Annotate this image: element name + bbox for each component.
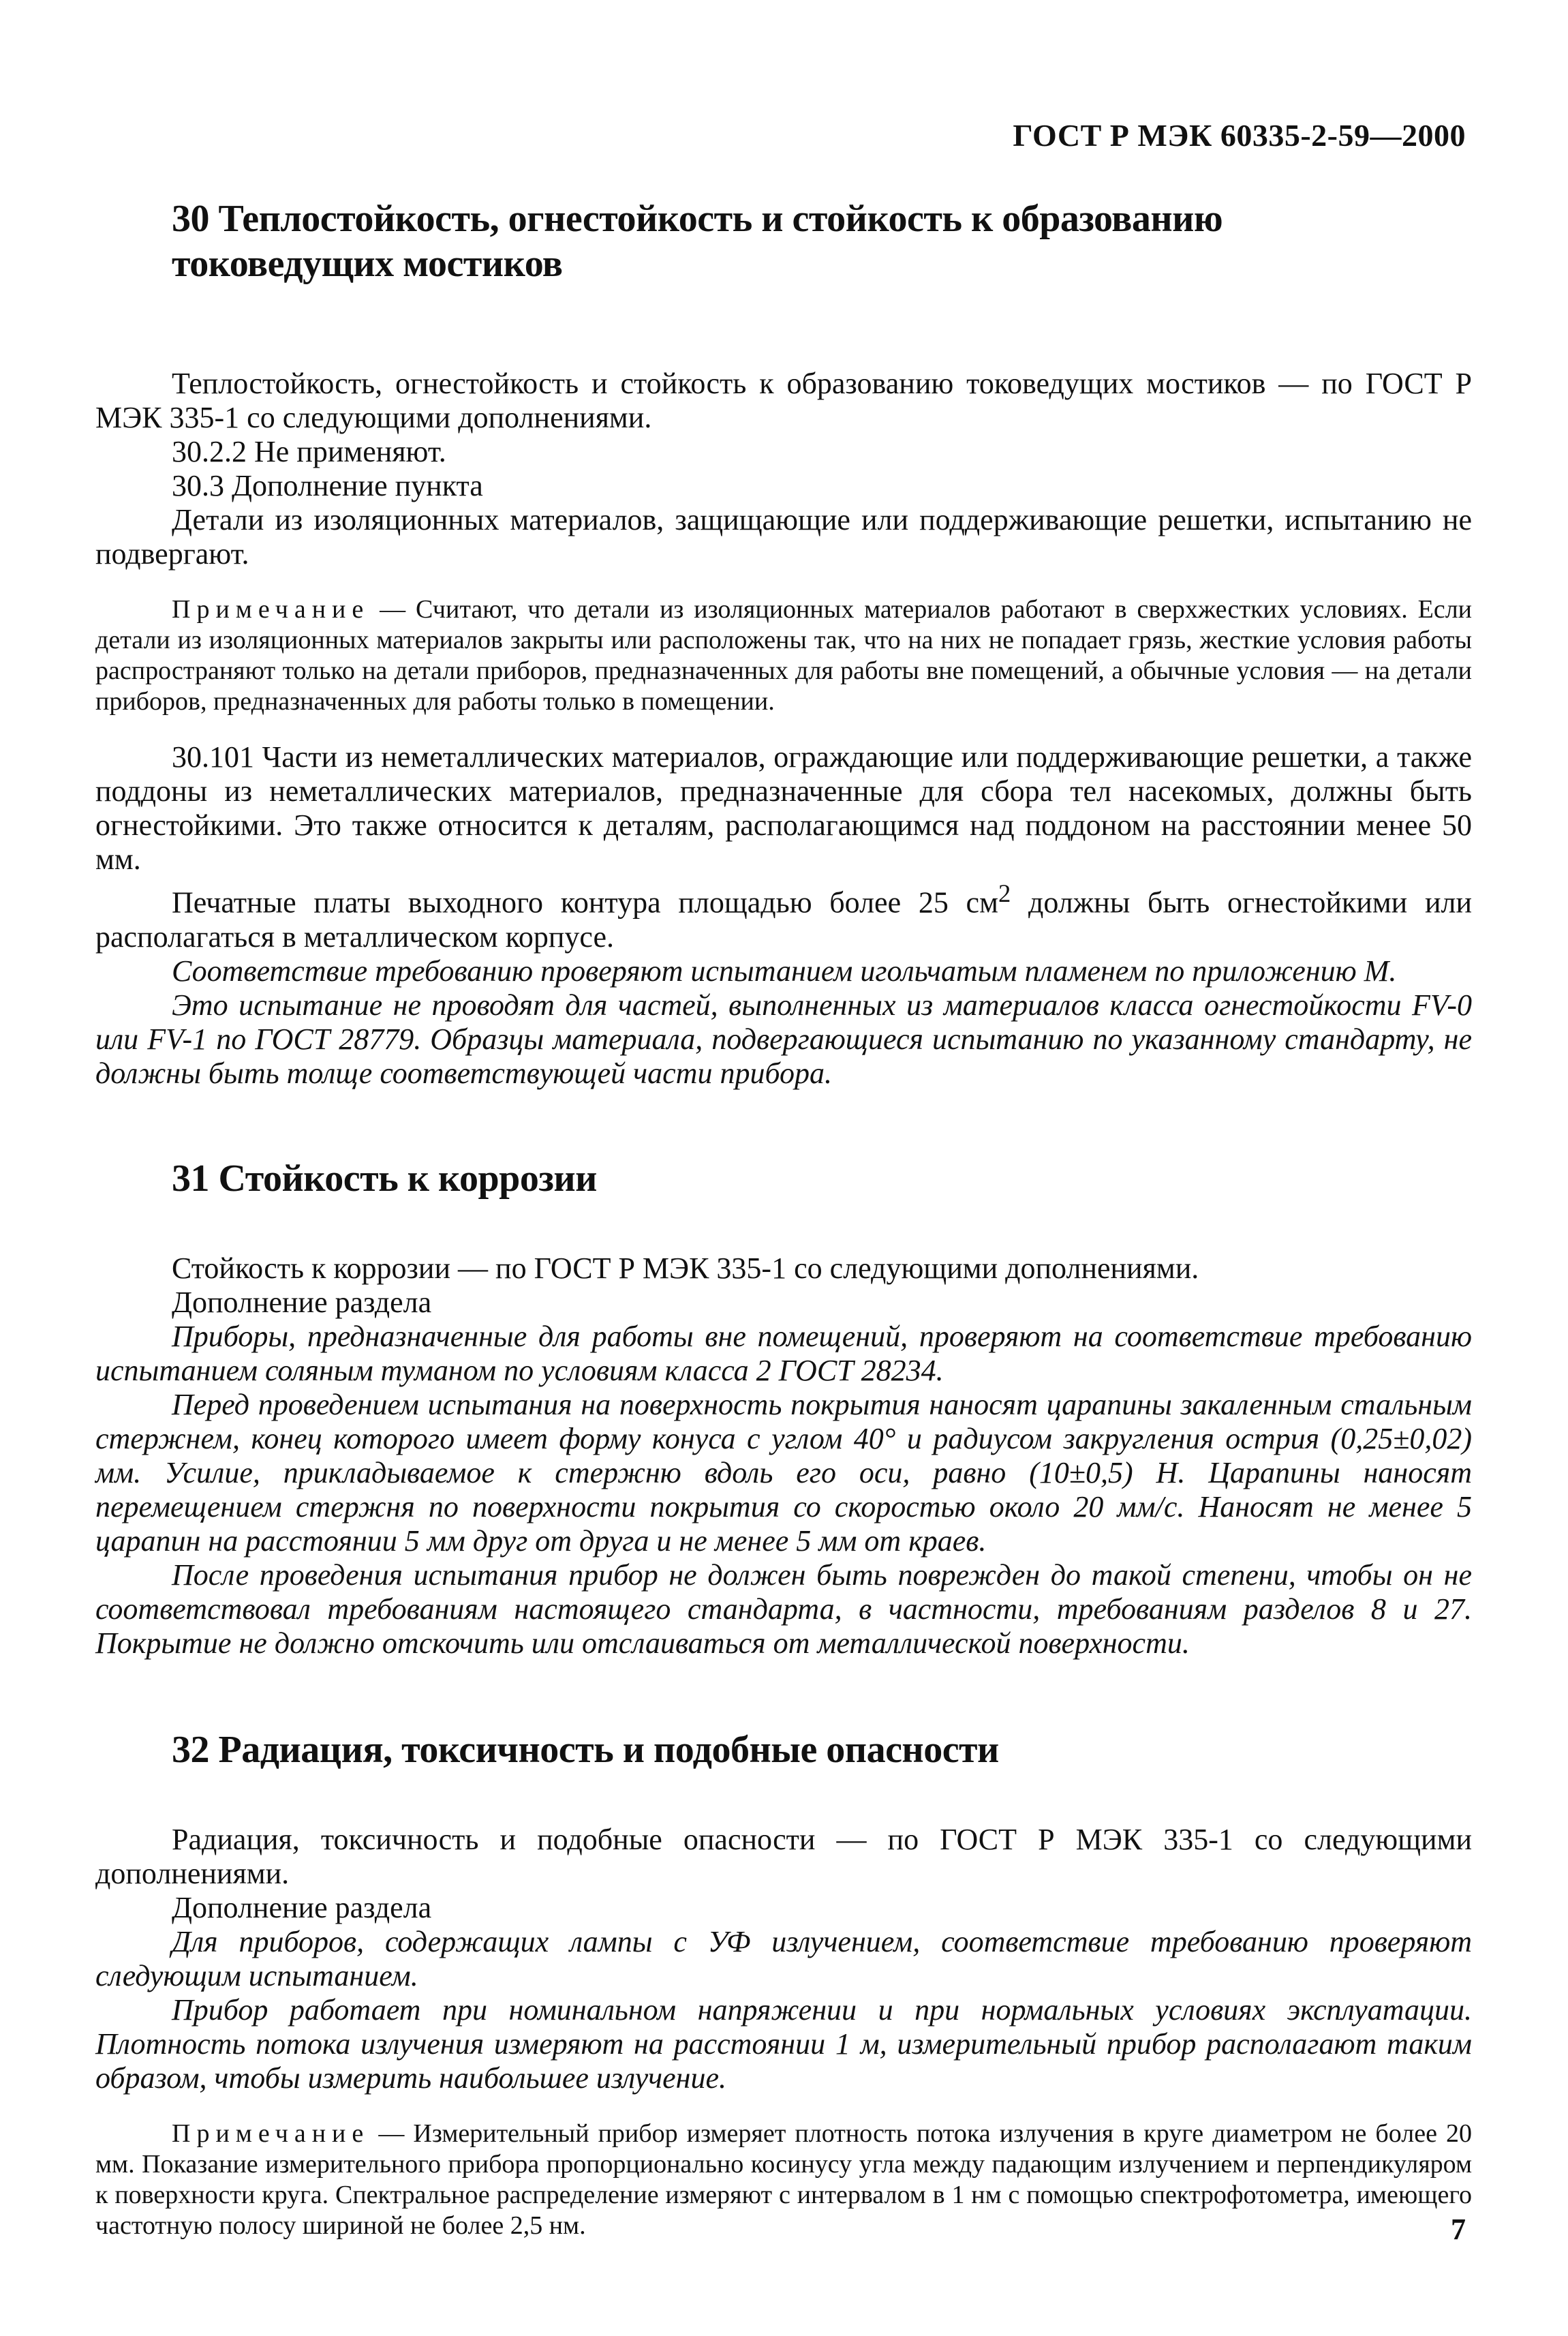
section-31-paragraph-5: После проведения испытания прибор не должен быть поврежден до такой степени, чтобы он не соответствовал требованиям настоящего стандарта, в частности, требованиям разделов 8 и 27. Покрытие не должно отскочить или отслаиваться от металлической поверхности. — [95, 1558, 1472, 1660]
superscript-2: 2 — [998, 879, 1011, 907]
section-32-title: 32 Радиация, токсичность и подобные опасности — [172, 1728, 999, 1771]
note-text: — Считают, что детали из изоляционных материалов работают в сверхжестких условиях. Если детали из изоляционных материалов закрыты или расположены так, что на них не попадает грязь, жесткие условия работы распространяют только на детали приборов, предназначенных для работы вне помещений, а обычные условия — на детали приборов, предназначенных для работы только в помещении. — [95, 595, 1472, 716]
section-30-paragraph-7: Соответствие требованию проверяют испытанием игольчатым пламенем по приложению М. — [172, 954, 1397, 988]
standard-header: ГОСТ Р МЭК 60335-2-59—2000 — [1013, 118, 1466, 153]
section-31-paragraph-2: Дополнение раздела — [172, 1285, 432, 1319]
page-number: 7 — [1451, 2213, 1466, 2246]
section-30-paragraph-4: Детали из изоляционных материалов, защищающие или поддерживающие решетки, испытанию не подвергают. — [95, 503, 1472, 571]
section-30-paragraph-2: 30.2.2 Не применяют. — [172, 435, 446, 468]
paragraph-6-text-end: должны быть огнестойкими или располагаться в металлическом корпусе. — [95, 885, 1472, 954]
section-30-note — [95, 594, 1472, 717]
section-32-paragraph-4: Прибор работает при номинальном напряжении и при нормальных условиях эксплуатации. Плотность потока излучения измеряют на расстоянии 1 м, измерительный прибор располагают таким образом, чтобы измерить наибольшее излучение. — [95, 1992, 1472, 2095]
section-31-title: 31 Стойкость к коррозии — [172, 1157, 597, 1200]
section-30-paragraph-1: Теплостойкость, огнестойкость и стойкость к образованию токоведущих мостиков — по ГОСТ Р МЭК 335-1 со следующими дополнениями. — [95, 367, 1472, 434]
section-32-paragraph-2: Дополнение раздела — [172, 1890, 432, 1924]
section-30-paragraph-6 — [95, 877, 1472, 954]
paragraph-6-text-start: Печатные платы выходного контура площадью более 25 см — [172, 885, 998, 920]
note-label: Примечание — [172, 2119, 370, 2148]
section-32-paragraph-1: Радиация, токсичность и подобные опасности — по ГОСТ Р МЭК 335-1 со следующими дополнениями. — [95, 1822, 1472, 1890]
note-label: Примечание — [172, 595, 370, 624]
section-32-paragraph-3: Для приборов, содержащих лампы с УФ излучением, соответствие требованию проверяют следующим испытанием. — [95, 1924, 1472, 1992]
section-31-paragraph-4: Перед проведением испытания на поверхность покрытия наносят царапины закаленным стальным стержнем, конец которого имеет форму конуса с углом 40° и радиусом закругления острия (0,25±0,02) мм. Усилие, прикладываемое к стержню вдоль его оси, равно (10±0,5) Н. Царапины наносят перемещением стержня по поверхности покрытия со скоростью около 20 мм/с. Наносят не менее 5 царапин на расстоянии 5 мм друг от друга и не менее 5 мм от краев. — [95, 1387, 1472, 1558]
section-30-paragraph-3: 30.3 Дополнение пункта — [172, 469, 483, 502]
section-30-paragraph-8: Это испытание не проводят для частей, выполненных из материалов класса огнестойкости FV-0 или FV-1 по ГОСТ 28779. Образцы материала, подвергающиеся испытанию по указанному стандарту, не должны быть толще соответствующей части прибора. — [95, 988, 1472, 1090]
page-content — [95, 196, 1472, 2264]
note-text: — Измерительный прибор измеряет плотность потока излучения в круге диаметром не более 20 мм. Показание измерительного прибора пропорционально косинусу угла между падающим излучением и перпендикуляром к поверхности круга. Спектральное распределение измеряют с интервалом в 1 нм с помощью спектрофотометра, имеющего частотную полосу шириной не более 2,5 нм. — [95, 2119, 1472, 2240]
section-31-paragraph-3: Приборы, предназначенные для работы вне помещений, проверяют на соответствие требованию испытанием соляным туманом по условиям класса 2 ГОСТ 28234. — [95, 1319, 1472, 1387]
section-30-paragraph-5: 30.101 Части из неметаллических материалов, ограждающие или поддерживающие решетки, а также поддоны из неметаллических материалов, предназначенные для сбора тел насекомых, должны быть огнестойкими. Это также относится к деталям, располагающимся над поддоном на расстоянии менее 50 мм. — [95, 740, 1472, 876]
section-31-paragraph-1: Стойкость к коррозии — по ГОСТ Р МЭК 335-1 со следующими дополнениями. — [172, 1251, 1199, 1285]
section-32-note — [95, 2119, 1472, 2241]
section-30-title: 30 Теплостойкость, огнестойкость и стойкость к образованию токоведущих мостиков — [172, 198, 1223, 285]
